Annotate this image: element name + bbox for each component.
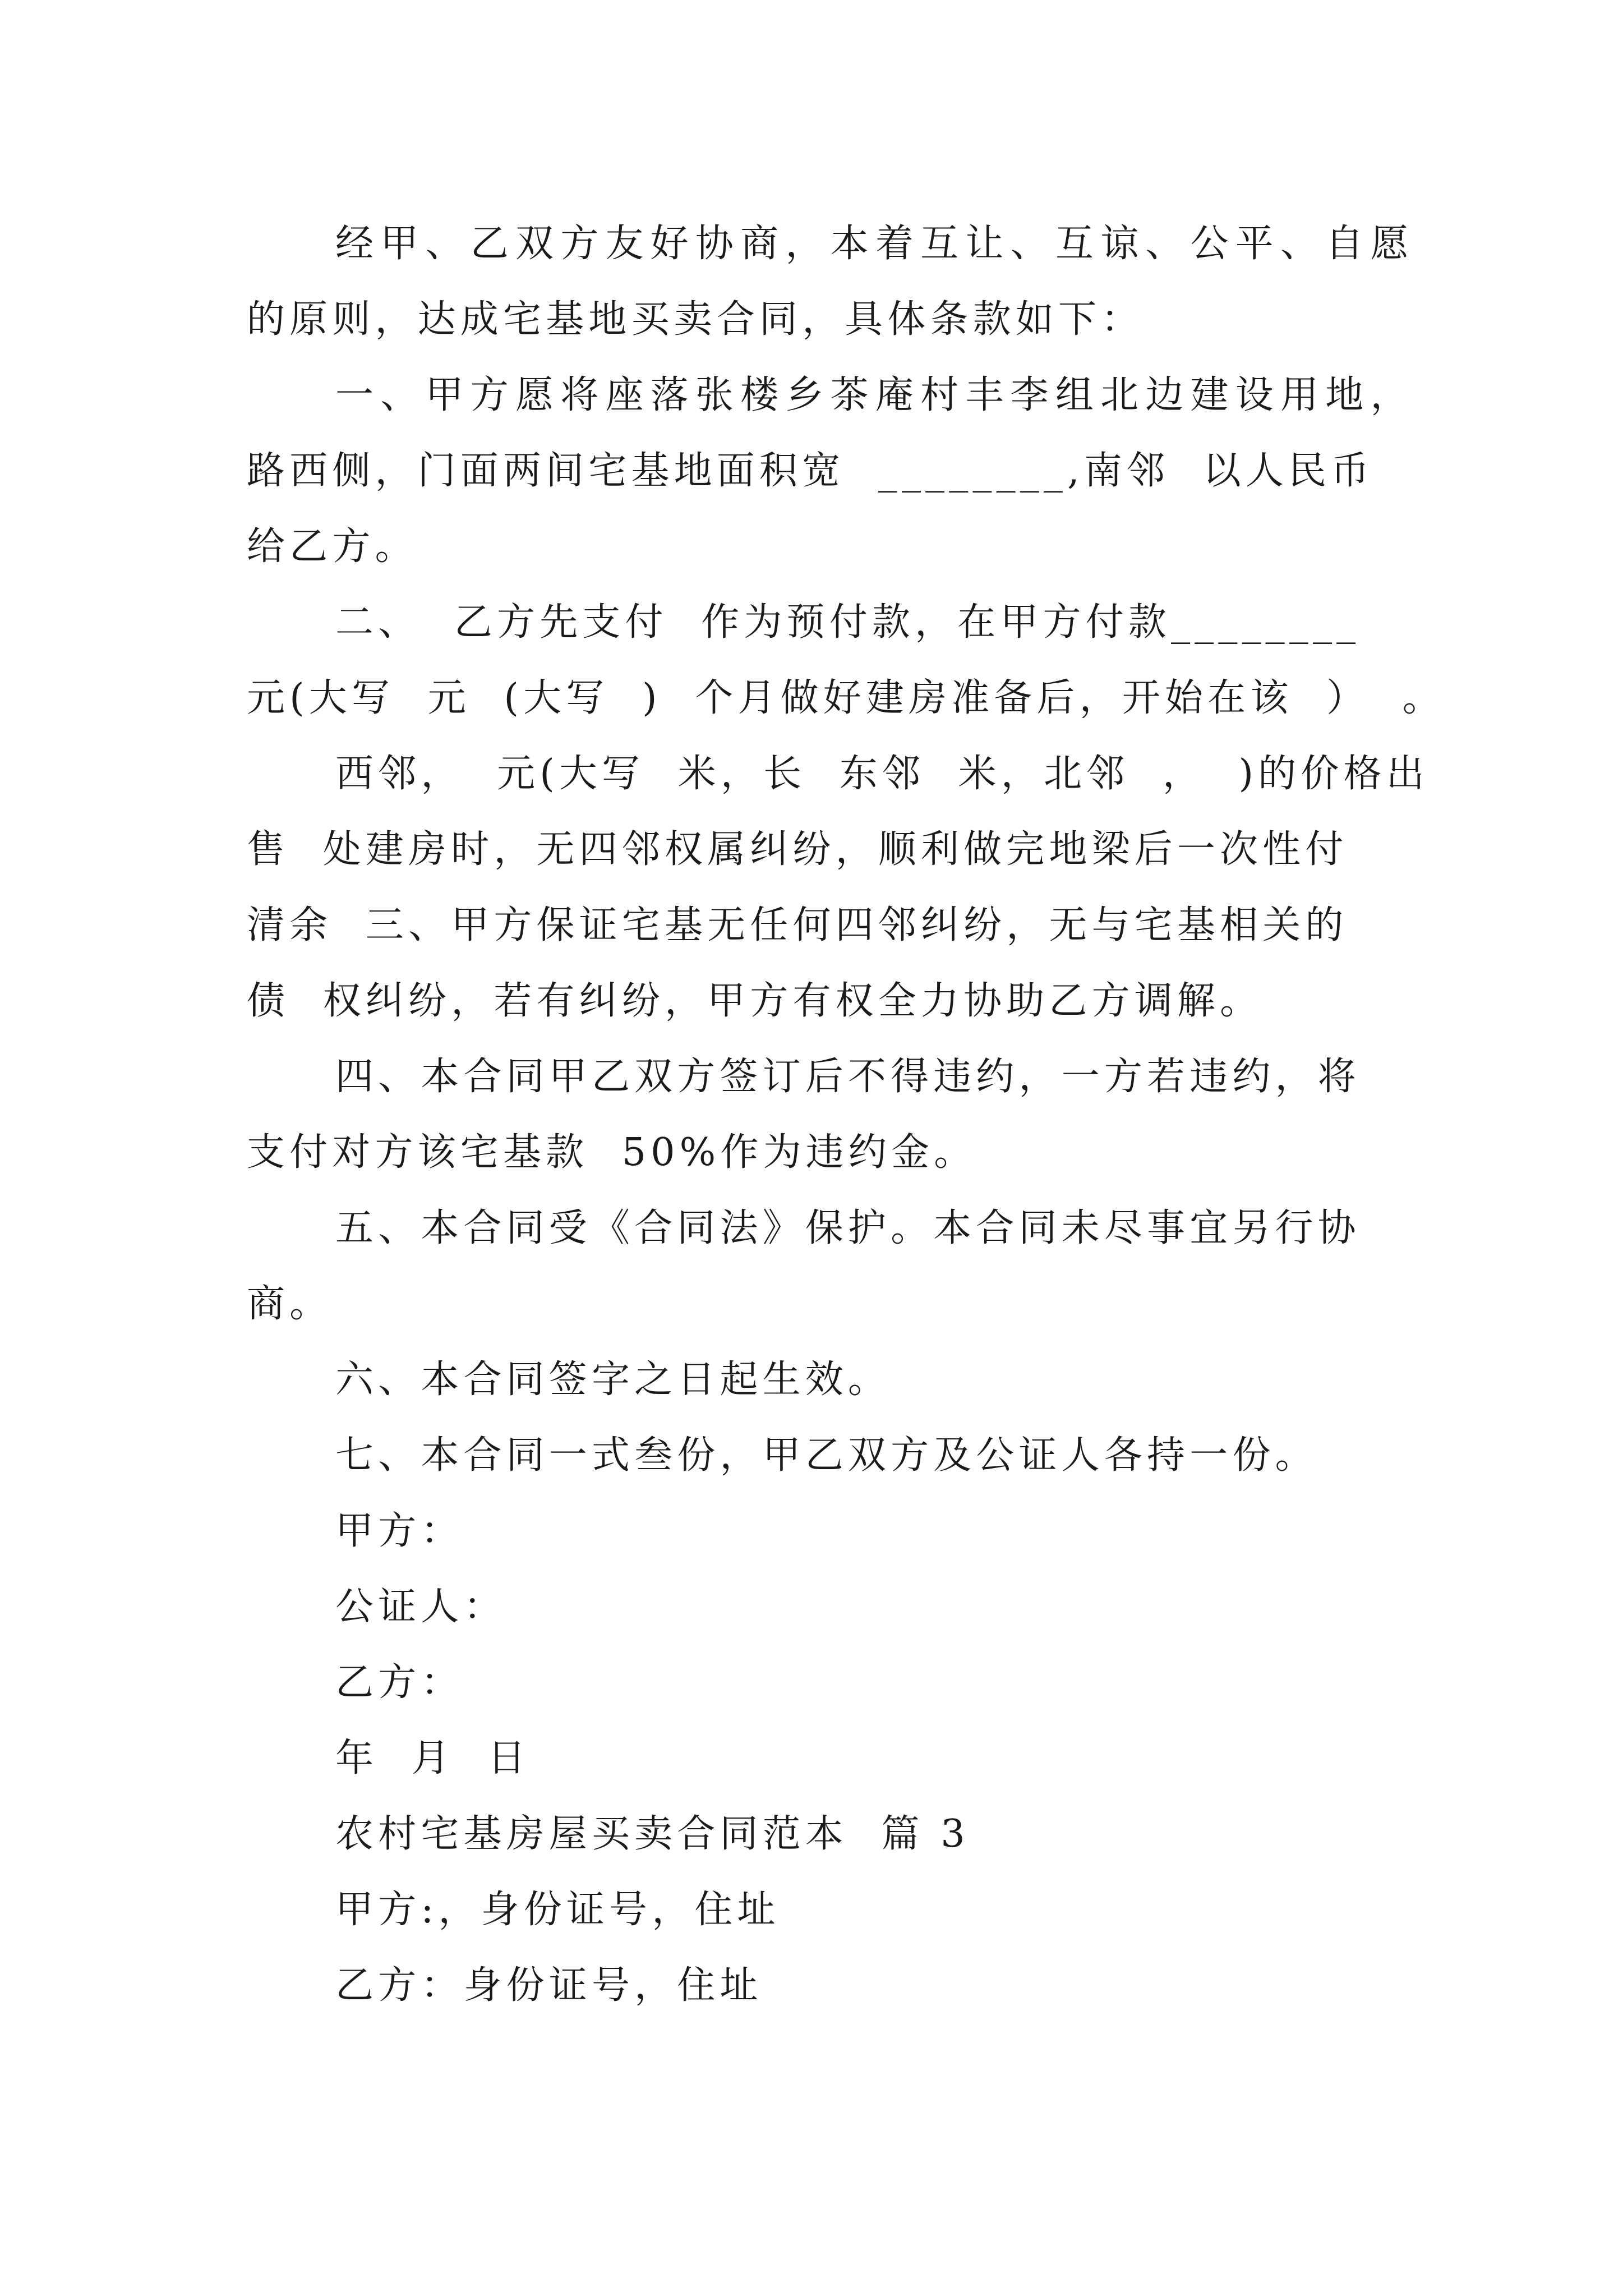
text-line: 清余 三、甲方保证宅基无任何四邻纠纷，无与宅基相关的 bbox=[247, 903, 1348, 947]
text-line: 商。 bbox=[247, 1282, 333, 1326]
text-line: 西邻， 元(大写 米，长 东邻 米，北邻 ， )的价格出 bbox=[335, 752, 1429, 796]
text-line: 七、本合同一式叁份，甲乙双方及公证人各持一份。 bbox=[335, 1433, 1318, 1478]
signature-party-a-label: 甲方： bbox=[335, 1509, 464, 1553]
text-line: 支付对方该宅基款 50%作为违约金。 bbox=[247, 1130, 977, 1175]
text-line: 一、甲方愿将座落张楼乡茶庵村丰李组北边建设用地， bbox=[335, 373, 1415, 417]
signature-party-b-label: 乙方： bbox=[335, 1660, 464, 1705]
text-line: 路西侧，门面两间宅基地面积宽 ________,南邻 以人民币 bbox=[247, 449, 1374, 493]
text-line: 售 处建房时，无四邻权属纠纷，顺利做完地梁后一次性付 bbox=[247, 827, 1348, 872]
text-line: 经甲、乙双方友好协商，本着互让、互谅、公平、自愿 bbox=[335, 222, 1415, 266]
text-line: 四、本合同甲乙双方签订后不得违约，一方若违约，将 bbox=[335, 1055, 1361, 1099]
party-b-info: 乙方：身份证号，住址 bbox=[335, 1963, 763, 2008]
text-line: 元(大写 元 (大写 ) 个月做好建房准备后，开始在该 ） 。 bbox=[247, 676, 1445, 720]
text-line: 债 权纠纷，若有纠纷，甲方有权全力协助乙方调解。 bbox=[247, 979, 1263, 1023]
signature-notary-label: 公证人： bbox=[335, 1585, 506, 1629]
text-line: 五、本合同受《合同法》保护。本合同未尽事宜另行协 bbox=[335, 1206, 1361, 1250]
section-heading: 农村宅基房屋买卖合同范本 篇 3 bbox=[335, 1812, 970, 1856]
signature-date-label: 年 月 日 bbox=[335, 1736, 531, 1780]
text-line: 二、 乙方先支付 作为预付款，在甲方付款________ bbox=[335, 600, 1361, 645]
text-line: 的原则，达成宅基地买卖合同，具体条款如下： bbox=[247, 297, 1144, 342]
party-a-info: 甲方:，身份证号，住址 bbox=[335, 1888, 780, 1932]
text-line: 给乙方。 bbox=[247, 524, 418, 569]
text-line: 六、本合同签字之日起生效。 bbox=[335, 1358, 891, 1402]
